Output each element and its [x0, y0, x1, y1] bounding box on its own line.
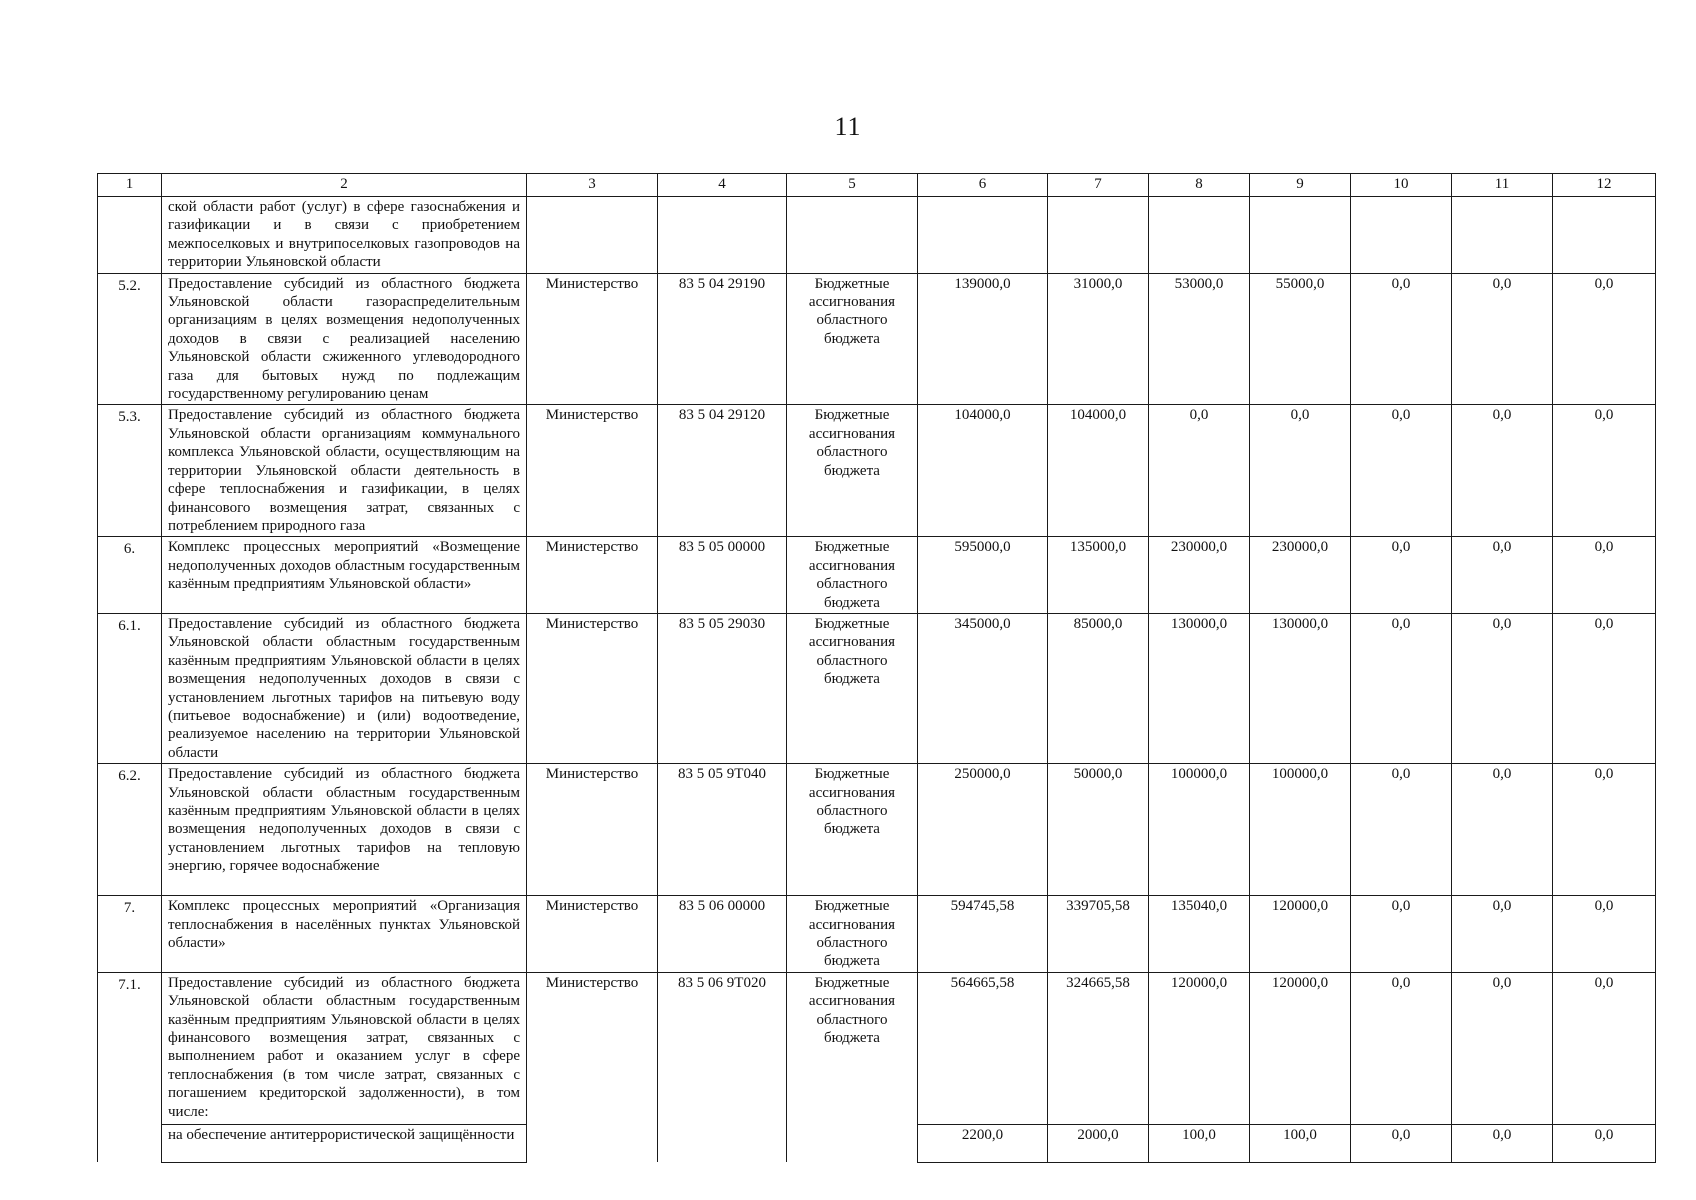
row-value-col9: 120000,0: [1250, 972, 1351, 1124]
row-description: Комплекс процессных мероприятий «Возмещение недополученных доходов областным государственным казённым предприятиям Ульяновской области»: [162, 537, 527, 614]
row-budget-code: 83 5 05 00000: [658, 537, 787, 614]
empty-cell: [1351, 197, 1452, 274]
row-value-col6: 594745,58: [918, 896, 1048, 973]
header-cell: 12: [1553, 174, 1656, 197]
row-number: 6.: [98, 537, 162, 614]
row-value-col6: 104000,0: [918, 405, 1048, 537]
table-row: [98, 764, 1656, 896]
row-value-col10: 0,0: [1351, 405, 1452, 537]
sub-row-value-col6: 2200,0: [918, 1124, 1048, 1162]
row-value-col8: 100000,0: [1149, 764, 1250, 896]
table-row: [98, 972, 1656, 1124]
empty-cell: [1250, 197, 1351, 274]
row-description: Предоставление субсидий из областного бюджета Ульяновской области газораспределительным организациям в целях возмещения недополученных доходов в связи с реализацией населению Ульяновской области сжиженного углеводородного газа для бытовых нужд по подлежащим государственному регулированию ценам: [162, 273, 527, 405]
row-value-col10: 0,0: [1351, 537, 1452, 614]
row-number: 7.: [98, 896, 162, 973]
row-budget-code: 83 5 04 29190: [658, 273, 787, 405]
table-row: [98, 896, 1656, 973]
row-funding-source: Бюджетные ассигнования областного бюджета: [787, 273, 918, 405]
row-value-col10: 0,0: [1351, 764, 1452, 896]
empty-cell: [658, 197, 787, 274]
table-row: [98, 405, 1656, 537]
table-header-row: [98, 174, 1656, 197]
row-number: 5.2.: [98, 273, 162, 405]
header-cell: 9: [1250, 174, 1351, 197]
row-value-col9: 120000,0: [1250, 896, 1351, 973]
page-number: 11: [834, 112, 862, 141]
row-value-col10: 0,0: [1351, 972, 1452, 1124]
sub-row-value-col7: 2000,0: [1048, 1124, 1149, 1162]
row-description: Предоставление субсидий из областного бюджета Ульяновской области областным государственным казённым предприятиям Ульяновской области в целях возмещения недополученных доходов в связи с установлением льготных тарифов на питьевую воду (питьевое водоснабжение) и (или) водоотведение, реализуемое населению на территории Ульяновской области: [162, 613, 527, 763]
row-value-col6: 250000,0: [918, 764, 1048, 896]
row-value-col9: 230000,0: [1250, 537, 1351, 614]
row-value-col6: 595000,0: [918, 537, 1048, 614]
row-value-col9: 0,0: [1250, 405, 1351, 537]
row-value-col12: 0,0: [1553, 537, 1656, 614]
row-value-col11: 0,0: [1452, 273, 1553, 405]
table-row: [98, 537, 1656, 614]
row-description: Комплекс процессных мероприятий «Организация теплоснабжения в населённых пунктах Ульяновской области»: [162, 896, 527, 973]
sub-row-value-col9: 100,0: [1250, 1124, 1351, 1162]
row-funding-source: Бюджетные ассигнования областного бюджета: [787, 405, 918, 537]
row-funding-source: Бюджетные ассигнования областного бюджета: [787, 896, 918, 973]
row-value-col7: 339705,58: [1048, 896, 1149, 973]
empty-cell: [918, 197, 1048, 274]
row-number: 6.1.: [98, 613, 162, 763]
sub-row-value-col8: 100,0: [1149, 1124, 1250, 1162]
row-budget-code: 83 5 06 9Т020: [658, 972, 787, 1162]
empty-cell: [1553, 197, 1656, 274]
header-cell: 1: [98, 174, 162, 197]
empty-cell: [787, 197, 918, 274]
row-description: Предоставление субсидий из областного бюджета Ульяновской области организациям коммунального комплекса Ульяновской области, осуществляющим на территории Ульяновской области деятельность в сфере теплоснабжения и газификации, в целях финансового возмещения затрат, связанных с потреблением природного газа: [162, 405, 527, 537]
row-value-col8: 53000,0: [1149, 273, 1250, 405]
row-value-col11: 0,0: [1452, 537, 1553, 614]
row-value-col10: 0,0: [1351, 613, 1452, 763]
header-cell: 8: [1149, 174, 1250, 197]
row-executor: Министерство: [527, 972, 658, 1162]
row-value-col12: 0,0: [1553, 764, 1656, 896]
row-value-col11: 0,0: [1452, 896, 1553, 973]
row-value-col9: 130000,0: [1250, 613, 1351, 763]
row-value-col6: 345000,0: [918, 613, 1048, 763]
row-budget-code: 83 5 05 9Т040: [658, 764, 787, 896]
row-value-col10: 0,0: [1351, 896, 1452, 973]
row-value-col7: 31000,0: [1048, 273, 1149, 405]
row-value-col11: 0,0: [1452, 764, 1553, 896]
header-cell: 11: [1452, 174, 1553, 197]
row-funding-source: Бюджетные ассигнования областного бюджета: [787, 537, 918, 614]
row-budget-code: 83 5 04 29120: [658, 405, 787, 537]
header-cell: 10: [1351, 174, 1452, 197]
row-number: 6.2.: [98, 764, 162, 896]
sub-row-description: на обеспечение антитеррористической защищённости: [162, 1124, 527, 1162]
header-cell: 4: [658, 174, 787, 197]
empty-cell: [1452, 197, 1553, 274]
row-description: Предоставление субсидий из областного бюджета Ульяновской области областным государственным казённым предприятиям Ульяновской области в целях финансового возмещения затрат, связанных с выполнением работ и оказанием услуг в сфере теплоснабжения (в том числе затрат, связанных с погашением кредиторской задолженности), в том числе:: [162, 972, 527, 1124]
row-value-col12: 0,0: [1553, 896, 1656, 973]
row-executor: Министерство: [527, 896, 658, 973]
row-value-col11: 0,0: [1452, 613, 1553, 763]
row-funding-source: Бюджетные ассигнования областного бюджета: [787, 613, 918, 763]
row-value-col11: 0,0: [1452, 972, 1553, 1124]
row-value-col11: 0,0: [1452, 405, 1553, 537]
row-value-col7: 324665,58: [1048, 972, 1149, 1124]
sub-row-value-col12: 0,0: [1553, 1124, 1656, 1162]
row-value-col6: 139000,0: [918, 273, 1048, 405]
row-value-col10: 0,0: [1351, 273, 1452, 405]
table-row: [98, 273, 1656, 405]
row-value-col7: 85000,0: [1048, 613, 1149, 763]
row-funding-source: Бюджетные ассигнования областного бюджета: [787, 764, 918, 896]
row-executor: Министерство: [527, 764, 658, 896]
row-number: 5.3.: [98, 405, 162, 537]
row-value-col8: 120000,0: [1149, 972, 1250, 1124]
row-executor: Министерство: [527, 613, 658, 763]
row-value-col12: 0,0: [1553, 972, 1656, 1124]
row-executor: Министерство: [527, 405, 658, 537]
row-budget-code: 83 5 05 29030: [658, 613, 787, 763]
header-cell: 3: [527, 174, 658, 197]
row-funding-source: Бюджетные ассигнования областного бюджета: [787, 972, 918, 1162]
empty-cell: [527, 197, 658, 274]
budget-table: [97, 173, 1656, 1163]
row-value-col8: 0,0: [1149, 405, 1250, 537]
row-value-col12: 0,0: [1553, 405, 1656, 537]
header-cell: 6: [918, 174, 1048, 197]
row-value-col7: 135000,0: [1048, 537, 1149, 614]
num-cell: [98, 197, 162, 274]
empty-cell: [1048, 197, 1149, 274]
row-value-col8: 135040,0: [1149, 896, 1250, 973]
row-value-col7: 104000,0: [1048, 405, 1149, 537]
row-value-col6: 564665,58: [918, 972, 1048, 1124]
row-executor: Министерство: [527, 537, 658, 614]
sub-row-value-col10: 0,0: [1351, 1124, 1452, 1162]
row-value-col12: 0,0: [1553, 273, 1656, 405]
row-value-col8: 230000,0: [1149, 537, 1250, 614]
header-cell: 5: [787, 174, 918, 197]
header-cell: 7: [1048, 174, 1149, 197]
row-value-col8: 130000,0: [1149, 613, 1250, 763]
row-value-col9: 55000,0: [1250, 273, 1351, 405]
empty-cell: [1149, 197, 1250, 274]
sub-row-value-col11: 0,0: [1452, 1124, 1553, 1162]
row-number: 7.1.: [98, 972, 162, 1162]
row-value-col12: 0,0: [1553, 613, 1656, 763]
table-row: [98, 613, 1656, 763]
row-value-col7: 50000,0: [1048, 764, 1149, 896]
desc-cell: ской области работ (услуг) в сфере газоснабжения и газификации и в связи с приобретением межпоселковых и внутрипоселковых газопроводов на территории Ульяновской области: [162, 197, 527, 274]
row-budget-code: 83 5 06 00000: [658, 896, 787, 973]
row-description: Предоставление субсидий из областного бюджета Ульяновской области областным государственным казённым предприятиям Ульяновской области в целях возмещения недополученных доходов в связи с установлением льготных тарифов на тепловую энергию, горячее водоснабжение: [162, 764, 527, 896]
header-cell: 2: [162, 174, 527, 197]
row-value-col9: 100000,0: [1250, 764, 1351, 896]
table-row-continuation: [98, 197, 1656, 274]
row-executor: Министерство: [527, 273, 658, 405]
